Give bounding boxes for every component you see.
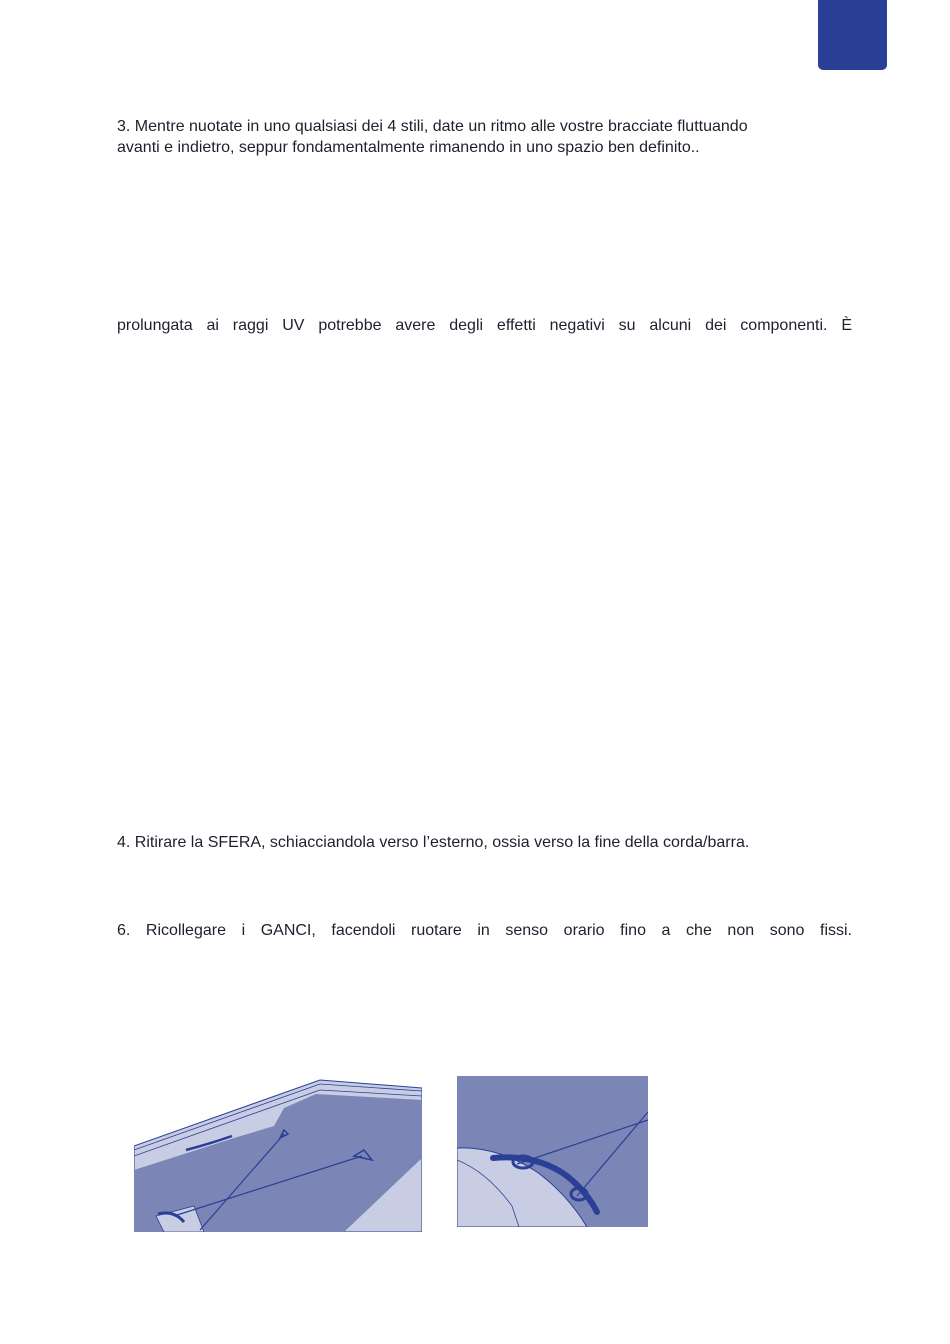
paragraph-step-4: 4. Ritirare la SFERA, schiacciandola verso l’esterno, ossia verso la fine della corda/barra. [117, 834, 750, 851]
page-tab-marker [818, 0, 887, 70]
step-3-line-2: avanti e indietro, seppur fondamentalmente rimanendo in uno spazio ben definito.. [117, 139, 700, 156]
paragraph-uv-warning: prolungata ai raggi UV potrebbe avere degli effetti negativi su alcuni dei componenti. È [117, 317, 852, 334]
hook-detail-illustration [457, 1076, 648, 1227]
pool-cover-illustration [134, 1078, 422, 1232]
paragraph-step-6: 6. Ricollegare i GANCI, facendoli ruotare in senso orario fino a che non sono fissi. [117, 922, 852, 939]
paragraph-step-3 [117, 116, 852, 158]
step-3-line-1: 3. Mentre nuotate in uno qualsiasi dei 4 stili, date un ritmo alle vostre bracciate fluttuando [117, 118, 748, 135]
